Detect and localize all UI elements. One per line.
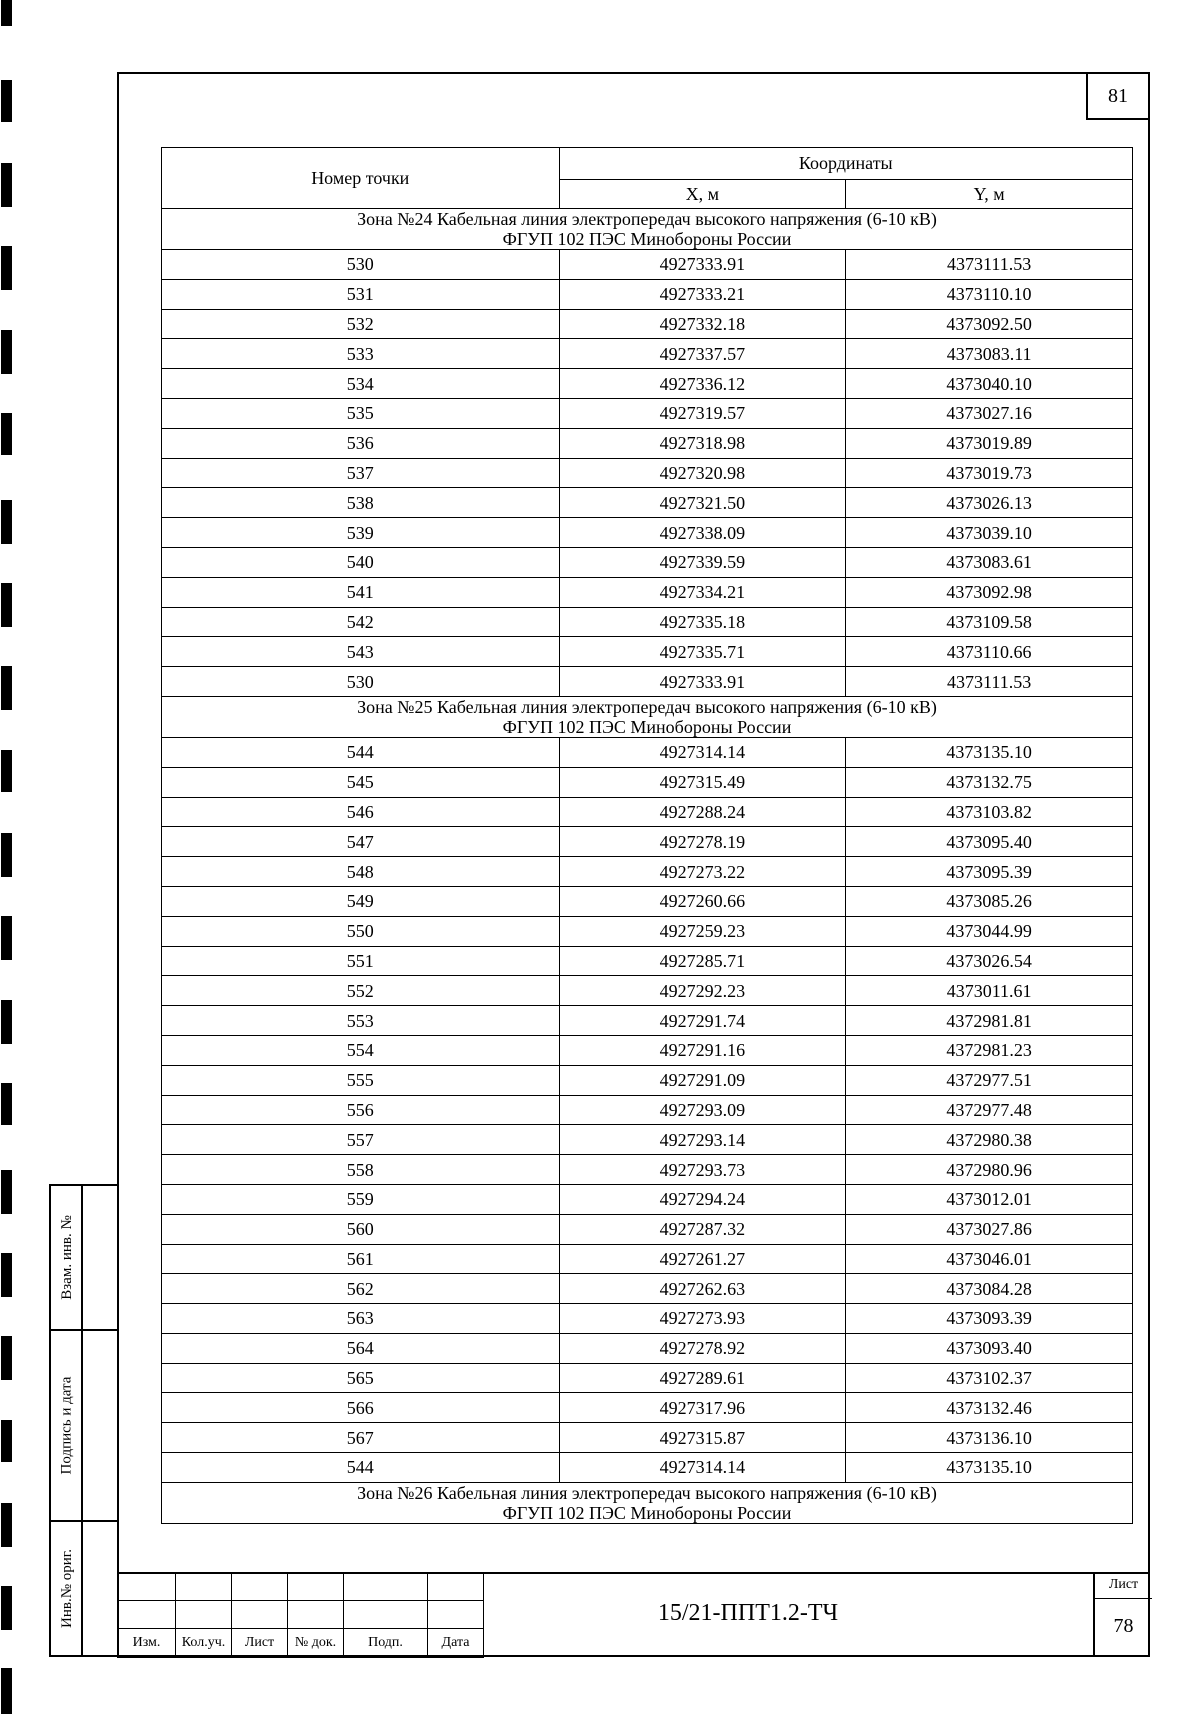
x-coordinate-cell: 4927338.09 [559,518,846,548]
point-number-cell: 530 [162,667,560,697]
table-row [162,1006,1133,1036]
y-coordinate-cell: 4372981.81 [846,1006,1133,1036]
y-coordinate-cell: 4373111.53 [846,250,1133,280]
table-row [162,309,1133,339]
sheet-label: Лист [1095,1572,1152,1599]
zone-header-row [162,209,1133,250]
x-coordinate-cell: 4927294.24 [559,1184,846,1214]
point-number-cell: 534 [162,369,560,399]
x-coordinate-cell: 4927293.09 [559,1095,846,1125]
x-coordinate-cell: 4927317.96 [559,1393,846,1423]
revision-column-label: Дата [428,1629,484,1658]
y-coordinate-cell: 4373011.61 [846,976,1133,1006]
point-number-cell: 544 [162,737,560,767]
y-coordinate-cell: 4373093.40 [846,1333,1133,1363]
y-coordinate-cell: 4373103.82 [846,797,1133,827]
header-y: Y, м [846,179,1133,208]
x-coordinate-cell: 4927333.91 [559,250,846,280]
binding-mark [1,413,12,455]
binding-mark [1,1420,12,1462]
revision-row [118,1573,484,1601]
table-row [162,547,1133,577]
revision-row [118,1601,484,1629]
y-coordinate-cell: 4373019.73 [846,458,1133,488]
x-coordinate-cell: 4927337.57 [559,339,846,369]
x-coordinate-cell: 4927335.71 [559,637,846,667]
y-coordinate-cell: 4373083.61 [846,547,1133,577]
orig-inv-label: Инв.№ ориг. [58,1549,75,1628]
y-coordinate-cell: 4373039.10 [846,518,1133,548]
page-number: 81 [1086,72,1150,120]
point-number-cell: 547 [162,827,560,857]
point-number-cell: 566 [162,1393,560,1423]
binding-mark [1,833,12,877]
y-coordinate-cell: 4373026.13 [846,488,1133,518]
y-coordinate-cell: 4373027.16 [846,398,1133,428]
point-number-cell: 558 [162,1155,560,1185]
binding-mark [1,1000,12,1044]
x-coordinate-cell: 4927291.16 [559,1035,846,1065]
binding-mark [1,1170,12,1214]
binding-mark [1,1083,12,1125]
table-row [162,827,1133,857]
point-number-cell: 557 [162,1125,560,1155]
binding-mark [1,1668,12,1714]
point-number-cell: 535 [162,398,560,428]
x-coordinate-cell: 4927314.14 [559,737,846,767]
table-row [162,339,1133,369]
x-coordinate-cell: 4927260.66 [559,886,846,916]
y-coordinate-cell: 4373109.58 [846,607,1133,637]
header-row [162,148,1133,180]
side-stamp-divider [81,1522,83,1655]
y-coordinate-cell: 4373132.46 [846,1393,1133,1423]
point-number-cell: 540 [162,547,560,577]
point-number-cell: 551 [162,946,560,976]
table-row [162,1393,1133,1423]
x-coordinate-cell: 4927288.24 [559,797,846,827]
y-coordinate-cell: 4372980.96 [846,1155,1133,1185]
revision-column-label: Кол.уч. [176,1629,232,1658]
point-number-cell: 556 [162,1095,560,1125]
y-coordinate-cell: 4372981.23 [846,1035,1133,1065]
signature-date-label: Подпись и дата [58,1376,75,1475]
table-row [162,886,1133,916]
binding-mark [1,583,12,627]
table-row [162,518,1133,548]
table-row [162,607,1133,637]
x-coordinate-cell: 4927291.09 [559,1065,846,1095]
replace-inv-label: Взам. инв. № [58,1215,75,1300]
table-row [162,1155,1133,1185]
revision-column-label: Лист [232,1629,288,1658]
title-block [117,1572,1150,1657]
table-row [162,488,1133,518]
y-coordinate-cell: 4373110.66 [846,637,1133,667]
zone-header-row [162,1482,1133,1523]
y-coordinate-cell: 4373095.39 [846,857,1133,887]
binding-mark [1,666,12,710]
binding-mark [1,916,12,960]
x-coordinate-cell: 4927321.50 [559,488,846,518]
x-coordinate-cell: 4927261.27 [559,1244,846,1274]
side-stamp-replace-inv [49,1184,117,1331]
x-coordinate-cell: 4927278.19 [559,827,846,857]
y-coordinate-cell: 4373012.01 [846,1184,1133,1214]
zone-header-row [162,696,1133,737]
point-number-cell: 537 [162,458,560,488]
coordinates-body [162,209,1133,1524]
y-coordinate-cell: 4373132.75 [846,767,1133,797]
table-row [162,1333,1133,1363]
y-coordinate-cell: 4373136.10 [846,1423,1133,1453]
binding-mark [1,330,12,374]
point-number-cell: 531 [162,279,560,309]
point-number-cell: 552 [162,976,560,1006]
table-row [162,1035,1133,1065]
table-row [162,1274,1133,1304]
x-coordinate-cell: 4927293.14 [559,1125,846,1155]
binding-mark [1,0,12,26]
zone-title-line1: Зона №24 Кабельная линия электропередач высокого напряжения (6-10 кВ) [357,209,937,229]
table-row [162,428,1133,458]
x-coordinate-cell: 4927273.22 [559,857,846,887]
y-coordinate-cell: 4373040.10 [846,369,1133,399]
document-code: 15/21-ППТ1.2-ТЧ [657,1600,839,1626]
side-stamp-label [55,1522,79,1655]
point-number-cell: 567 [162,1423,560,1453]
point-number-cell: 548 [162,857,560,887]
binding-mark [1,1336,12,1380]
revision-column-label: Подп. [344,1629,428,1658]
x-coordinate-cell: 4927273.93 [559,1304,846,1334]
header-x: X, м [559,179,846,208]
table-row [162,1244,1133,1274]
table-row [162,1304,1133,1334]
point-number-cell: 532 [162,309,560,339]
side-stamp-label [55,1186,79,1329]
binding-mark [1,246,12,290]
point-number-cell: 560 [162,1214,560,1244]
binding-mark [1,750,12,792]
zone-title-line2: ФГУП 102 ПЭС Минобороны России [502,229,792,249]
binding-mark [1,1586,12,1630]
point-number-cell: 561 [162,1244,560,1274]
x-coordinate-cell: 4927285.71 [559,946,846,976]
point-number-cell: 545 [162,767,560,797]
x-coordinate-cell: 4927287.32 [559,1214,846,1244]
binding-mark [1,80,12,122]
zone-title-line1: Зона №25 Кабельная линия электропередач высокого напряжения (6-10 кВ) [357,696,937,717]
x-coordinate-cell: 4927332.18 [559,309,846,339]
y-coordinate-cell: 4373102.37 [846,1363,1133,1393]
x-coordinate-cell: 4927292.23 [559,976,846,1006]
point-number-cell: 555 [162,1065,560,1095]
zone-title [162,1482,1133,1523]
zone-title [162,696,1133,737]
table-row [162,1363,1133,1393]
x-coordinate-cell: 4927262.63 [559,1274,846,1304]
point-number-cell: 564 [162,1333,560,1363]
table-row [162,1184,1133,1214]
x-coordinate-cell: 4927293.73 [559,1155,846,1185]
table-row [162,250,1133,280]
y-coordinate-cell: 4373085.26 [846,886,1133,916]
x-coordinate-cell: 4927334.21 [559,577,846,607]
binding-mark [1,500,12,544]
y-coordinate-cell: 4373026.54 [846,946,1133,976]
x-coordinate-cell: 4927335.18 [559,607,846,637]
header-coordinates: Координаты [559,148,1132,180]
side-stamp-orig-inv [49,1520,117,1657]
y-coordinate-cell: 4372980.38 [846,1125,1133,1155]
y-coordinate-cell: 4373135.10 [846,1453,1133,1483]
side-stamp-divider [81,1186,83,1329]
side-stamp-divider [81,1331,83,1520]
x-coordinate-cell: 4927315.49 [559,767,846,797]
revision-column-label: № док. [288,1629,344,1658]
zone-title-line2: ФГУП 102 ПЭС Минобороны России [502,1502,792,1523]
zone-title [162,209,1133,250]
binding-mark [1,1253,12,1297]
binding-mark [1,1503,12,1547]
table-row [162,946,1133,976]
sheet-number: 78 [1113,1615,1134,1637]
table-row [162,1214,1133,1244]
y-coordinate-cell: 4372977.51 [846,1065,1133,1095]
point-number-cell: 546 [162,797,560,827]
zone-title-line2: ФГУП 102 ПЭС Минобороны России [502,716,792,737]
point-number-cell: 563 [162,1304,560,1334]
point-number-cell: 562 [162,1274,560,1304]
x-coordinate-cell: 4927314.14 [559,1453,846,1483]
coordinates-table [161,147,1133,1524]
point-number-cell: 538 [162,488,560,518]
revision-grid [117,1572,484,1658]
point-number-cell: 530 [162,250,560,280]
point-number-cell: 541 [162,577,560,607]
point-number-cell: 544 [162,1453,560,1483]
point-number-cell: 542 [162,607,560,637]
point-number-cell: 550 [162,916,560,946]
y-coordinate-cell: 4373095.40 [846,827,1133,857]
x-coordinate-cell: 4927289.61 [559,1363,846,1393]
y-coordinate-cell: 4373110.10 [846,279,1133,309]
point-number-cell: 539 [162,518,560,548]
table-row [162,737,1133,767]
point-number-cell: 533 [162,339,560,369]
x-coordinate-cell: 4927336.12 [559,369,846,399]
x-coordinate-cell: 4927291.74 [559,1006,846,1036]
x-coordinate-cell: 4927333.91 [559,667,846,697]
side-stamp-signature [49,1329,117,1522]
y-coordinate-cell: 4373019.89 [846,428,1133,458]
x-coordinate-cell: 4927339.59 [559,547,846,577]
zone-title-line1: Зона №26 Кабельная линия электропередач высокого напряжения (6-10 кВ) [357,1482,937,1503]
y-coordinate-cell: 4373046.01 [846,1244,1133,1274]
x-coordinate-cell: 4927278.92 [559,1333,846,1363]
y-coordinate-cell: 4373093.39 [846,1304,1133,1334]
table-row [162,1065,1133,1095]
y-coordinate-cell: 4373027.86 [846,1214,1133,1244]
point-number-cell: 565 [162,1363,560,1393]
y-coordinate-cell: 4372977.48 [846,1095,1133,1125]
sheet-box [1093,1572,1152,1657]
side-stamp-label [55,1331,79,1520]
y-coordinate-cell: 4373083.11 [846,339,1133,369]
table-row [162,767,1133,797]
y-coordinate-cell: 4373111.53 [846,667,1133,697]
point-number-cell: 559 [162,1184,560,1214]
revision-column-label: Изм. [118,1629,176,1658]
table-row [162,667,1133,697]
table-row [162,398,1133,428]
y-coordinate-cell: 4373084.28 [846,1274,1133,1304]
x-coordinate-cell: 4927315.87 [559,1423,846,1453]
binding-mark [1,163,12,207]
x-coordinate-cell: 4927319.57 [559,398,846,428]
x-coordinate-cell: 4927259.23 [559,916,846,946]
table-row [162,279,1133,309]
y-coordinate-cell: 4373092.98 [846,577,1133,607]
point-number-cell: 536 [162,428,560,458]
table-row [162,369,1133,399]
header-point-number: Номер точки [162,148,560,209]
point-number-cell: 543 [162,637,560,667]
table-row [162,797,1133,827]
table-row [162,1095,1133,1125]
x-coordinate-cell: 4927333.21 [559,279,846,309]
point-number-cell: 549 [162,886,560,916]
x-coordinate-cell: 4927318.98 [559,428,846,458]
y-coordinate-cell: 4373044.99 [846,916,1133,946]
x-coordinate-cell: 4927320.98 [559,458,846,488]
revision-labels-row [118,1629,484,1658]
table-row [162,577,1133,607]
point-number-cell: 554 [162,1035,560,1065]
table-row [162,458,1133,488]
table-row [162,1423,1133,1453]
table-row [162,976,1133,1006]
table-row [162,1453,1133,1483]
table-row [162,637,1133,667]
table-row [162,916,1133,946]
y-coordinate-cell: 4373135.10 [846,737,1133,767]
y-coordinate-cell: 4373092.50 [846,309,1133,339]
table-row [162,857,1133,887]
table-row [162,1125,1133,1155]
point-number-cell: 553 [162,1006,560,1036]
